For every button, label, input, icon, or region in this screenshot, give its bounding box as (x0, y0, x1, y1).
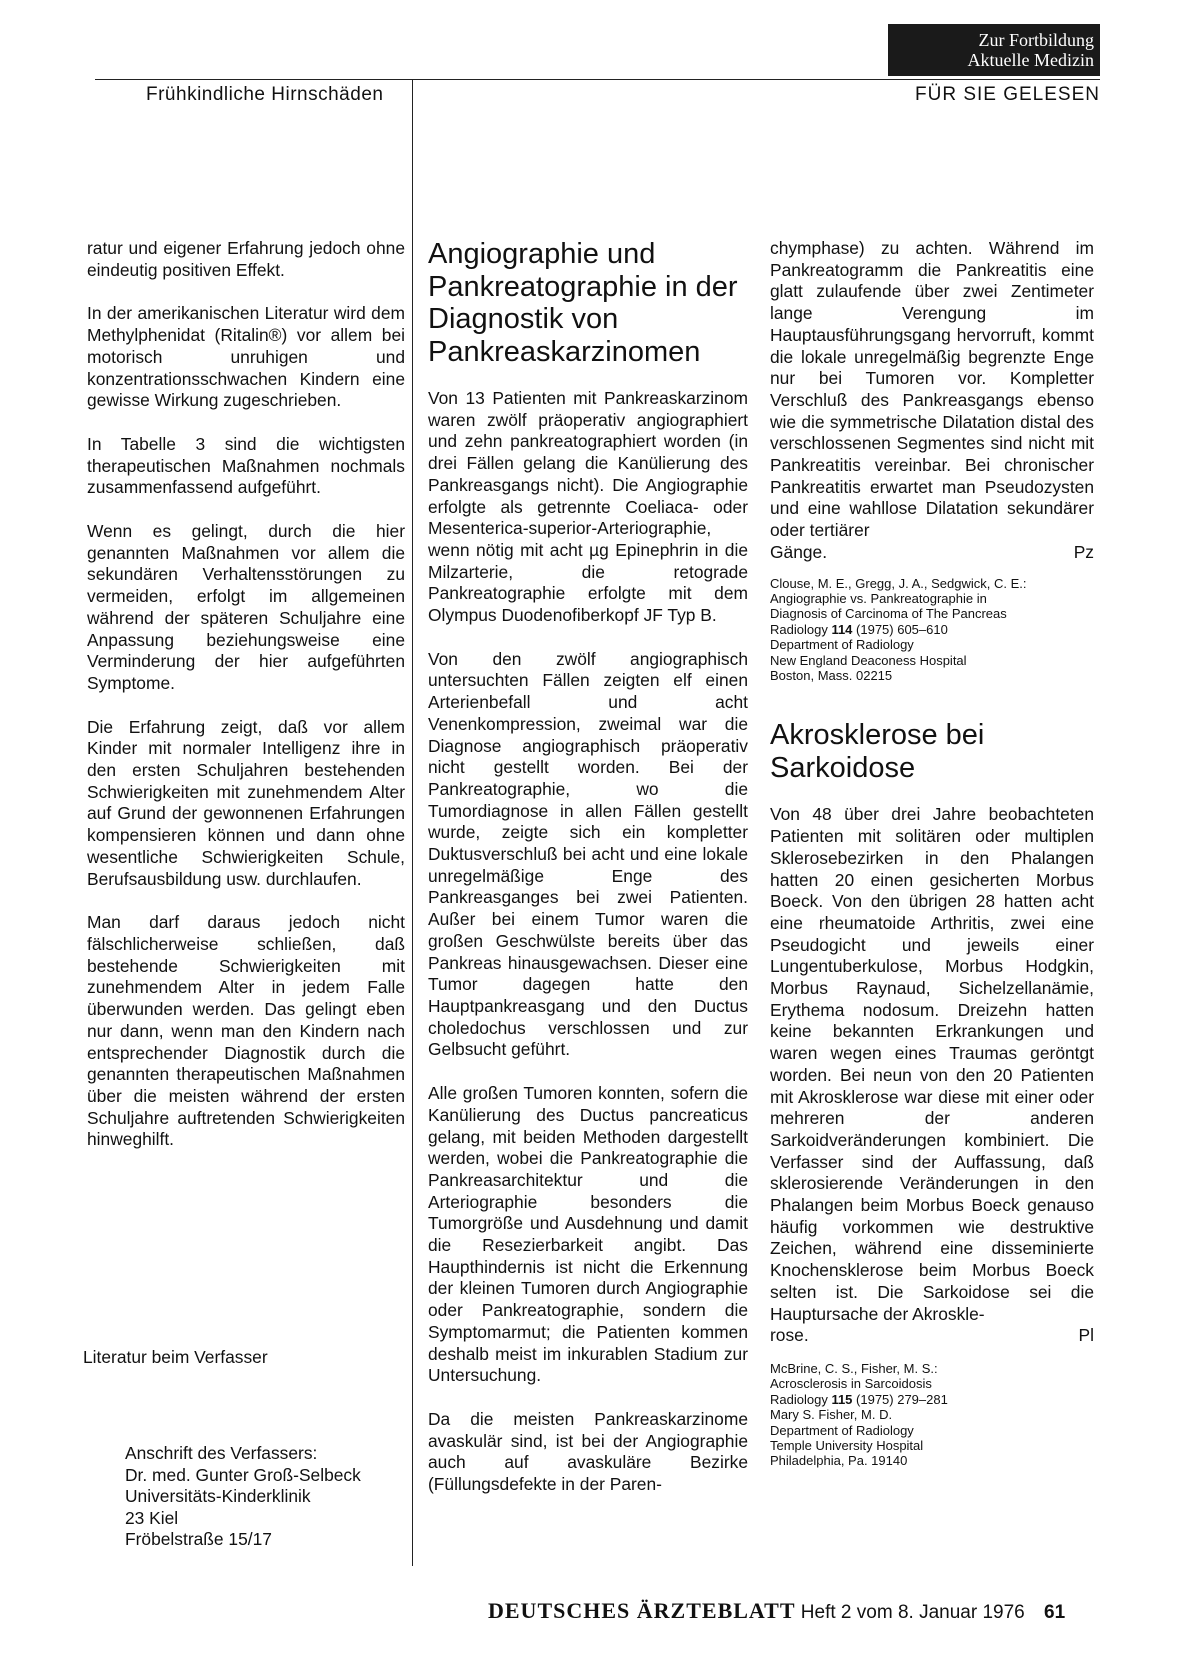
paragraph-last-line: Gänge. (770, 541, 828, 562)
paragraph: In Tabelle 3 sind die wichtigsten therapeutischen Maßnahmen nochmals zusammenfassend aufgeführt. (87, 433, 405, 498)
address-line: 23 Kiel (125, 1507, 179, 1528)
reference-line: New England Deaconess Hospital (770, 652, 967, 668)
journal: Radiology (770, 621, 832, 637)
volume: 115 (831, 1391, 853, 1407)
reference-line: Department of Radiology (770, 637, 914, 653)
article-title-akrosklerose: Akrosklerose bei Sarkoidose (770, 719, 985, 784)
reference-line: Diagnosis of Carcinoma of The Pancreas (770, 606, 1007, 622)
paragraph: Die Erfahrung zeigt, daß vor allem Kinder mit normaler Intelligenz ihre in den ersten Schuljahren bestehenden Schwierigkeiten mit zunehmendem Alter auf Grund der gewonnenen Erfahrungen kompensieren können und dann ohne wesentliche Schwierigkeiten Schule, Berufsausbildung usw. durchlaufen. (87, 716, 405, 889)
reference-line: McBrine, C. S., Fisher, M. S.: (770, 1360, 938, 1376)
column-divider (412, 79, 413, 1566)
address-line: Anschrift des Verfassers: (125, 1443, 318, 1463)
paragraph: Alle großen Tumoren konnten, sofern die Kanülierung des Ductus pancreaticus gelang, mit beiden Methoden dargestellt werden, wobei die Pankreatographie die Pankreasarchitektur und die Arteriographie besonders die Tumorgröße und Ausdehnung und damit die Resezierbarkeit angibt. Das Haupthindernis ist nicht die Erkennung der kleinen Tumoren durch Angiographie oder Pankreatographie, sondern die Symptomarmut; die Patienten kommen deshalb meist im inkurablen Stadium zur Untersuchung. (428, 1083, 748, 1386)
reference-line: Angiographie vs. Pankreatographie in (770, 590, 987, 606)
reference-line: Philadelphia, Pa. 19140 (770, 1453, 908, 1469)
column-1 (87, 238, 405, 1173)
issue-info: Heft 2 vom 8. Januar 1976 (800, 1602, 1025, 1623)
author-address (125, 1443, 361, 1551)
article-title-angiographie: Angiographie und Pankreatographie in der Diagnostik von Pankreaskarzinomen (428, 238, 738, 368)
column-3 (770, 238, 1094, 1487)
author-initials: Pz (1073, 541, 1094, 562)
paragraph-end (770, 1325, 1094, 1347)
address-line: Fröbelstraße 15/17 (125, 1529, 272, 1549)
paragraph: Man darf daraus jedoch nicht fälschlicherweise schließen, daß bestehende Schwierigkeiten mit zunehmendem Alter in jedem Falle überwunden werden. Das gelingt eben nur dann, wenn man den Kindern nach entsprechender Diagnostik durch die genannten therapeutischen Maßnahmen über die meisten während der ersten Schuljahre auftretenden Schwierigkeiten hinweghilft. (87, 912, 405, 1150)
paragraph: ratur und eigener Erfahrung jedoch ohne eindeutig positiven Effekt. (87, 238, 405, 280)
column-2 (428, 238, 748, 1518)
paragraph: Da die meisten Pankreaskarzinome avaskulär sind, ist bei der Angiographie auch auf avaskuläre Bezirke (Füllungsdefekte in der Paren- (428, 1408, 748, 1495)
reference-line (770, 1392, 1094, 1407)
author-initials: Pl (1078, 1325, 1094, 1346)
journal: Radiology (770, 1391, 832, 1407)
paragraph-last-line: rose. (770, 1325, 809, 1346)
paragraph: chymphase) zu achten. Während im Pankreatogramm die Pankreatitis eine glatt zulaufende über zwei Zentimeter lange Verengung im Hauptausführungsgang hervorruft, kommt die lokale unregelmäßig begrenzte Enge nur bei Tumoren vor. Kompletter Verschluß des Pankreasgangs ebenso wie die symmetrische Dilatation distal des verschlossenen Segmentes sind nicht mit Pankreatitis vereinbar. Bei chronischer Pankreatitis erwartet man Pseudozysten und eine wahllose Dilatation sekundärer oder tertiärer (770, 238, 1094, 541)
reference-line (770, 622, 1094, 637)
paragraph: Von 13 Patienten mit Pankreaskarzinom waren zwölf präoperativ angiographiert und zehn pankreatographiert worden (in drei Fällen gelang die Kanülierung des Pankreasgangs nicht). Die Angiographie erfolgte als getrennte Coeliaca- oder Mesenterica-superior-Arteriographie, wenn nötig mit acht µg Epinephrin in die Milzarterie, die retograde Pankreatographie erfolgte mit dem Olympus Duodenofiberkopf JF Typ B. (428, 388, 748, 626)
badge-line-1: Zur Fortbildung (978, 30, 1094, 50)
paragraph-end (770, 542, 1094, 564)
reference-line: Boston, Mass. 02215 (770, 667, 893, 683)
paragraph: Wenn es gelingt, durch die hier genannten Maßnahmen vor allem die sekundären Verhaltensstörungen zu vermeiden, erfolgt im allgemeinen während der späteren Schuljahre eine Anpassung beziehungsweise eine Verminderung der hier aufgeführten Symptome. (87, 521, 405, 693)
reference-line: Acrosclerosis in Sarcoidosis (770, 1376, 932, 1392)
journal-name: DEUTSCHES ÄRZTEBLATT (488, 1598, 796, 1623)
year-pages: (1975) 605–610 (852, 621, 948, 637)
running-head-right: FÜR SIE GELESEN (915, 84, 1100, 105)
section-badge (888, 24, 1100, 76)
badge-line-2: Aktuelle Medizin (967, 50, 1094, 70)
page-number: 61 (1044, 1602, 1066, 1623)
volume: 114 (831, 621, 853, 637)
paragraph: Von den zwölf angiographisch untersuchten Fällen zeigten elf einen Arterienbefall und acht Venenkompression, zweimal war die Diagnose angiographisch präoperativ nicht gestellt worden. Bei der Pankreatographie, wo die Tumordiagnose in allen Fällen gestellt wurde, zeigte sich ein kompletter Duktusverschluß bei acht und eine lokale unregelmäßige Enge des Pankreasganges bei zwei Patienten. Außer bei einem Tumor waren die großen Geschwülste bereits über das Pankreas hinausgewachsen. Dieser eine Tumor dagegen hatte den Hauptpankreasgang und den Ductus choledochus verschlossen und zur Gelbsucht geführt. (428, 648, 748, 1060)
address-line: Dr. med. Gunter Groß-Selbeck (125, 1464, 361, 1485)
reference-line: Mary S. Fisher, M. D. (770, 1407, 893, 1423)
header-rule-right (412, 79, 1100, 80)
address-line: Universitäts-Kinderklinik (125, 1486, 311, 1506)
reference-line: Department of Radiology (770, 1422, 914, 1438)
paragraph: In der amerikanischen Literatur wird dem Methylphenidat (Ritalin®) vor allem bei motorisch unruhigen und konzentrationsschwachen Kindern eine gewisse Wirkung zugeschrieben. (87, 303, 405, 411)
reference-block (770, 576, 1094, 684)
page-footer (488, 1598, 1065, 1624)
header-rule-left (95, 79, 412, 80)
running-head-left: Frühkindliche Hirnschäden (146, 84, 384, 105)
literature-note: Literatur beim Verfasser (83, 1347, 268, 1367)
reference-block (770, 1361, 1094, 1469)
paragraph: Von 48 über drei Jahre beobachteten Patienten mit solitären oder multiplen Sklerosebezirken in den Phalangen hatten 20 einen gesicherten Morbus Boeck. Von den übrigen 28 hatten acht eine rheumatoide Arthritis, zwei eine Pseudogicht und jeweils einer Lungentuberkulose, Morbus Hodgkin, Morbus Raynaud, Sichelzellanämie, Erythema nodosum. Dreizehn hatten keine bekannten Erkrankungen und waren wegen eines Traumas geröntgt worden. Bei neun von den 20 Patienten mit Akrosklerose war diese mit einer oder mehreren der anderen Sarkoidveränderungen kombiniert. Die Verfasser sind der Auffassung, daß sklerosierende Veränderungen in den Phalangen beim Morbus Boeck genauso häufig vorkommen wie destruktive Zeichen, während eine disseminierte Knochensklerose beim Morbus Boeck selten ist. Die Sarkoidose sei die Hauptursache der Akroskle- (770, 804, 1094, 1324)
reference-line: Temple University Hospital (770, 1438, 924, 1453)
year-pages: (1975) 279–281 (852, 1391, 948, 1407)
reference-line: Clouse, M. E., Gregg, J. A., Sedgwick, C. E.: (770, 575, 1027, 591)
